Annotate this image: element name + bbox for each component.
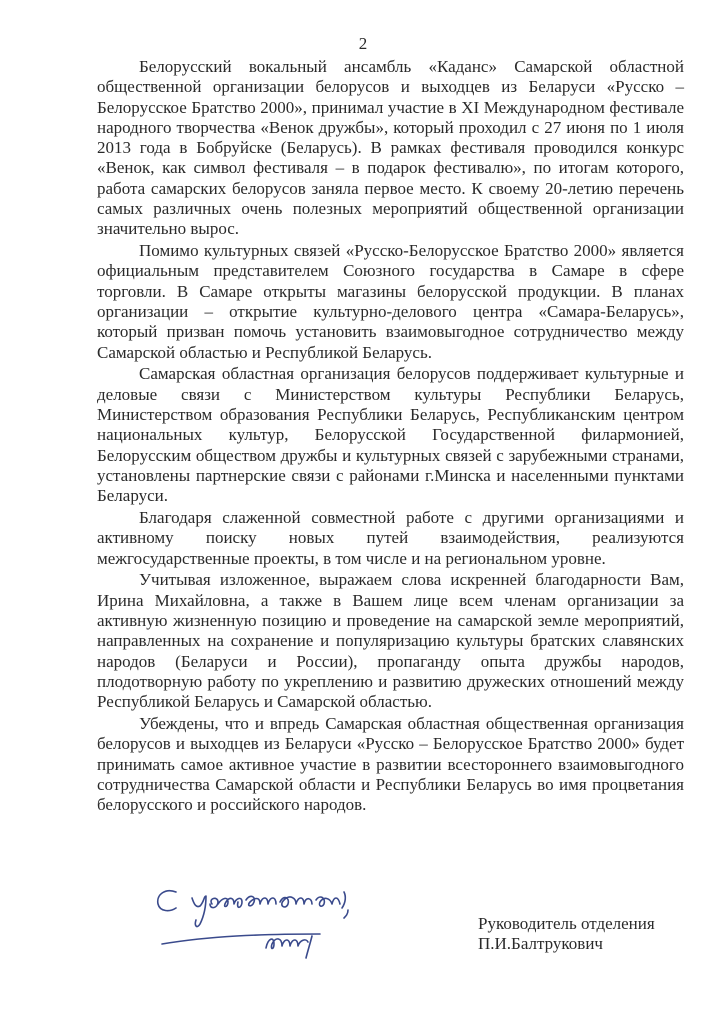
paragraph-interstate-projects: Благодаря слаженной совместной работе с другими организациями и активному поиску новых путей взаимодействия, реализуются межгосударственные проекты, в том числе и на региональном уровне. <box>97 508 684 568</box>
paragraph-cultural-ties: Самарская областная организация белорусов поддерживает культурные и деловые связи с Министерством культуры Республики Беларусь, Министерством образования Республики Беларусь, Республиканским центром национальных культур, Белорусской Государственной филармонией, Белорусским обществом дружбы и культурных связей с зарубежными странами, установлены партнерские связи с районами г.Минска и населенными пунктами Беларуси. <box>97 364 684 506</box>
paragraph-conclusion: Убеждены, что и впредь Самарская областная общественная организация белорусов и выходцев из Беларуси «Русско – Белорусское Братство 2000» будет принимать самое активное участие в развитии всестороннего взаимовыгодного сотрудничества Самарской области и Республики Беларусь во имя процветания белорусского и российского народов. <box>97 714 684 815</box>
letter-body <box>97 57 684 817</box>
paragraph-gratitude: Учитывая изложенное, выражаем слова искренней благодарности Вам, Ирина Михайловна, а также в Вашем лице всем членам организации за активную жизненную позицию и проведение на самарской земле мероприятий, направленных на сохранение и популяризацию культуры братских славянских народов (Беларуси и России), пропаганду опыта дружбы народов, плодотворную работу по укреплению и развитию дружеских отношений между Республикой Беларусь и Самарской областью. <box>97 570 684 712</box>
signature-greeting <box>150 884 380 964</box>
paragraph-trade-representation: Помимо культурных связей «Русско-Белорусское Братство 2000» является официальным представителем Союзного государства в Самаре в сфере торговли. В Самаре открыты магазины белорусской продукции. В планах организации – открытие культурно-делового центра «Самара-Беларусь», который призван помочь установить взаимовыгодное сотрудничество между Самарской областью и Республикой Беларусь. <box>97 241 684 362</box>
page-number: 2 <box>358 34 368 53</box>
signatory-block <box>478 914 655 954</box>
signatory-name: П.И.Балтрукович <box>478 934 603 953</box>
handwritten-signature <box>150 884 380 964</box>
paragraph-ensemble-festival: Белорусский вокальный ансамбль «Каданс» Самарской областной общественной организации белорусов и выходцев из Беларуси «Русско – Белорусское Братство 2000», принимал участие в XI Международном фестивале народного творчества «Венок дружбы», который проходил с 27 июня по 1 июля 2013 года в Бобруйске (Беларусь). В рамках фестиваля проводился конкурс «Венок, как символ фестиваля – в подарок фестивалю», по итогам которого, работа самарских белорусов заняла первое место. К своему 20-летию перечень самых различных очень полезных мероприятий общественной организации значительно вырос. <box>97 57 684 239</box>
signatory-position: Руководитель отделения <box>478 914 655 933</box>
